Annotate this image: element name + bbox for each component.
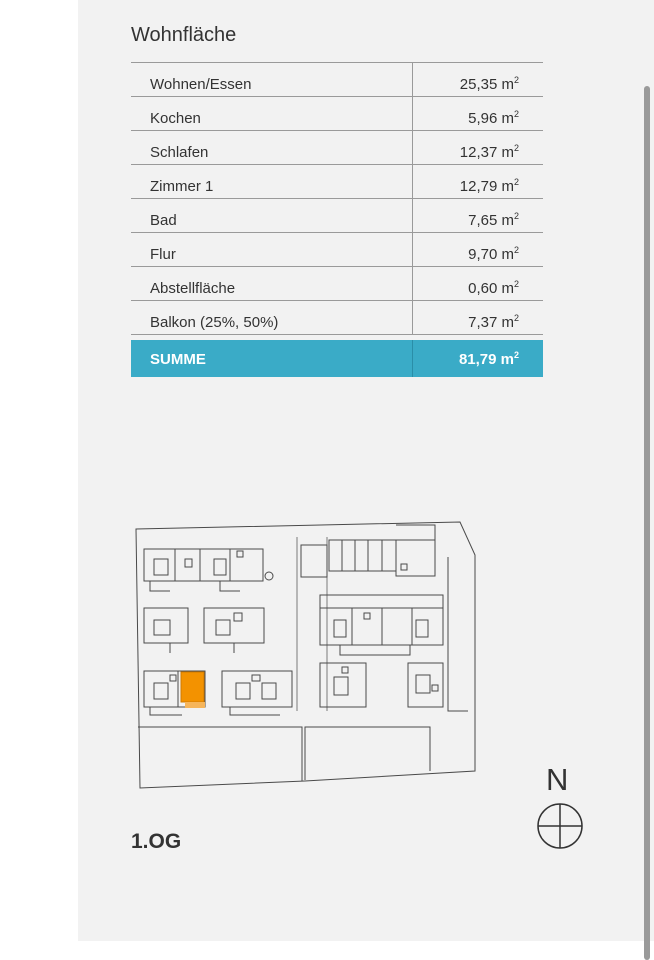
room-name: Abstellfläche xyxy=(150,280,236,297)
compass-icon xyxy=(536,802,586,852)
table-row xyxy=(131,63,543,97)
column-divider xyxy=(412,165,413,199)
house-block xyxy=(320,663,443,707)
table-row xyxy=(131,267,543,301)
unit-exponent: 2 xyxy=(513,245,519,255)
unit-exponent: 2 xyxy=(513,211,519,221)
room-name: Zimmer 1 xyxy=(150,178,214,195)
room-area: 0,60 $m^2$ xyxy=(468,279,519,297)
floor-label: 1.OG xyxy=(131,830,182,853)
column-divider xyxy=(412,97,413,131)
table-row xyxy=(131,199,543,233)
column-divider xyxy=(412,63,413,97)
site-right-divider xyxy=(305,727,430,780)
room-area: 7,65 $m^2$ xyxy=(468,211,519,229)
total-label: SUMME xyxy=(150,351,206,368)
site-right-wall xyxy=(448,557,468,711)
room-name: Bad xyxy=(150,212,177,229)
unit-exponent: 2 xyxy=(513,350,519,360)
house-block xyxy=(144,608,264,653)
room-area: 9,70 $m^2$ xyxy=(468,245,519,263)
unit-exponent: 2 xyxy=(513,109,519,119)
highlighted-apartment xyxy=(181,672,204,702)
garage-row xyxy=(301,525,435,577)
room-area: 25,35 $m^2$ xyxy=(459,75,519,93)
section-title: Wohnfläche xyxy=(131,24,237,46)
room-area: 12,37 $m^2$ xyxy=(459,143,519,161)
highlighted-balcony xyxy=(185,702,205,708)
room-area: 7,37 $m^2$ xyxy=(468,313,519,331)
column-divider xyxy=(412,199,413,233)
column-divider xyxy=(412,267,413,301)
table-row xyxy=(131,131,543,165)
column-divider xyxy=(412,340,413,377)
room-area: 12,79 $m^2$ xyxy=(459,177,519,195)
house-block xyxy=(320,595,443,655)
unit-exponent: 2 xyxy=(513,313,519,323)
column-divider xyxy=(412,233,413,267)
house-block xyxy=(144,549,273,591)
room-name: Flur xyxy=(150,246,176,263)
table-row xyxy=(131,233,543,267)
room-name: Kochen xyxy=(150,110,201,127)
room-area: 5,96 $m^2$ xyxy=(468,109,519,127)
house-block xyxy=(222,671,292,715)
area-table xyxy=(131,62,543,335)
unit-exponent: 2 xyxy=(513,279,519,289)
site-lower-divider xyxy=(138,727,302,781)
floorplan-map xyxy=(130,515,480,795)
column-divider xyxy=(412,301,413,335)
room-name: Schlafen xyxy=(150,144,209,161)
unit-exponent: 2 xyxy=(513,177,519,187)
scrollbar[interactable] xyxy=(644,86,650,960)
unit-exponent: 2 xyxy=(513,143,519,153)
total-area: 81,79 $m^2$ xyxy=(458,350,519,368)
table-row xyxy=(131,165,543,199)
room-name: Balkon (25%, 50%) xyxy=(150,314,279,331)
total-row xyxy=(131,340,543,377)
column-divider xyxy=(412,131,413,165)
unit-exponent: 2 xyxy=(513,75,519,85)
north-label: N xyxy=(546,762,569,797)
table-row xyxy=(131,97,543,131)
table-row xyxy=(131,301,543,335)
room-name: Wohnen/Essen xyxy=(150,76,252,93)
